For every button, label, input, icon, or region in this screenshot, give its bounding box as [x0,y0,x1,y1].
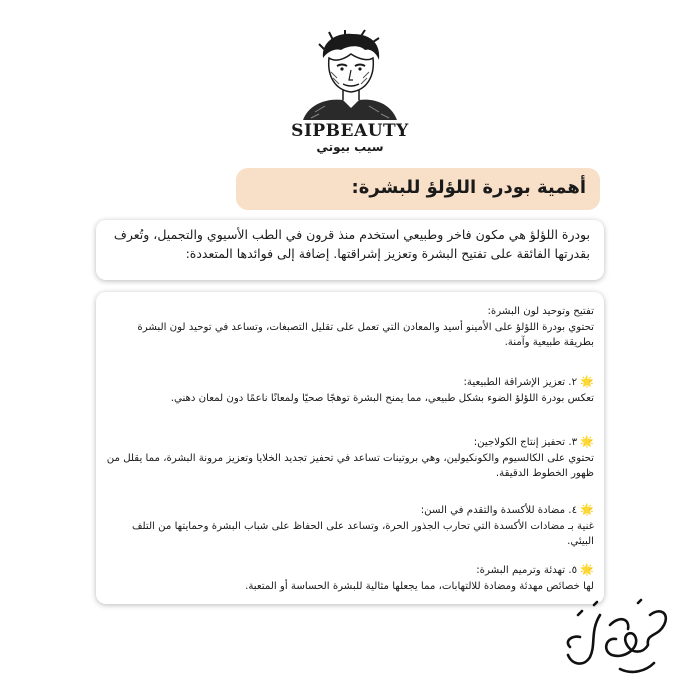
star-icon: 🌟 [580,435,594,448]
benefit-heading: تفتيح وتوحيد لون البشرة: [487,306,594,317]
benefit-body: غنية بـ مضادات الأكسدة التي تحارب الجذور الحرة، وتساعد على الحفاظ على شباب البشرة وحمايتها من التلف البيئي. [131,520,594,547]
intro-text: بودرة اللؤلؤ هي مكون فاخر وطبيعي استخدم منذ قرون في الطب الأسيوي والتجميل، وتُعرف بقدرتها الفائقة على تفتيح البشرة وتعزيز إشراقتها. إضافة إلى فوائدها المتعددة: [113,227,590,261]
benefit-item [104,562,594,594]
portrait-logo-icon [295,28,405,120]
benefit-body: تحتوي على الكالسيوم والكونكيولين، وهي بروتينات تساعد في تحفيز تجديد الخلايا وتعزيز مرونة البشرة، مما يقلل من ظهور الخطوط الدقيقة. [106,452,594,479]
benefit-body: تعكس بودرة اللؤلؤ الضوء بشكل طبيعي، مما يمنح البشرة توهجًا صحيًا ولمعانًا ناعمًا دون لمعان دهني. [170,392,594,404]
star-icon: 🌟 [580,375,594,388]
brand-name-en: SIPBEAUTY [291,121,409,141]
benefit-heading-row [104,562,594,579]
benefit-item [104,304,594,351]
star-icon: 🌟 [580,563,594,576]
title-banner [236,168,600,210]
benefit-heading: ٥. تهدئة وترميم البشرة: [476,565,578,576]
page-title: أهمية بودرة اللؤلؤ للبشرة: [351,177,586,198]
benefit-item [104,374,594,406]
benefit-heading-row [104,374,594,391]
signature-logo [550,585,680,680]
benefit-heading: ٢. تعزيز الإشراقة الطبيعية: [463,377,578,388]
brand-name-ar: سيب بيوتي [316,140,384,154]
benefit-body: لها خصائص مهدئة ومضادة للالتهابات، مما يجعلها مثالية للبشرة الحساسة أو المتعبة. [245,580,594,592]
benefit-heading: ٤. مضادة للأكسدة والتقدم في السن: [420,505,578,516]
benefit-body: تحتوي بودرة اللؤلؤ على الأمينو أسيد والمعادن التي تعمل على تقليل التصبغات، وتساعد في توحيد لون البشرة بطريقة طبيعية وآمنة. [137,321,594,348]
benefits-card [96,292,604,604]
benefit-item [104,434,594,482]
benefit-item [104,502,594,550]
benefit-heading: ٣. تحفيز إنتاج الكولاجين: [473,437,578,448]
brand-logo [290,28,410,154]
intro-card [96,220,604,280]
benefit-heading-row [104,502,594,519]
star-icon: 🌟 [580,503,594,516]
benefit-heading-row [104,434,594,451]
